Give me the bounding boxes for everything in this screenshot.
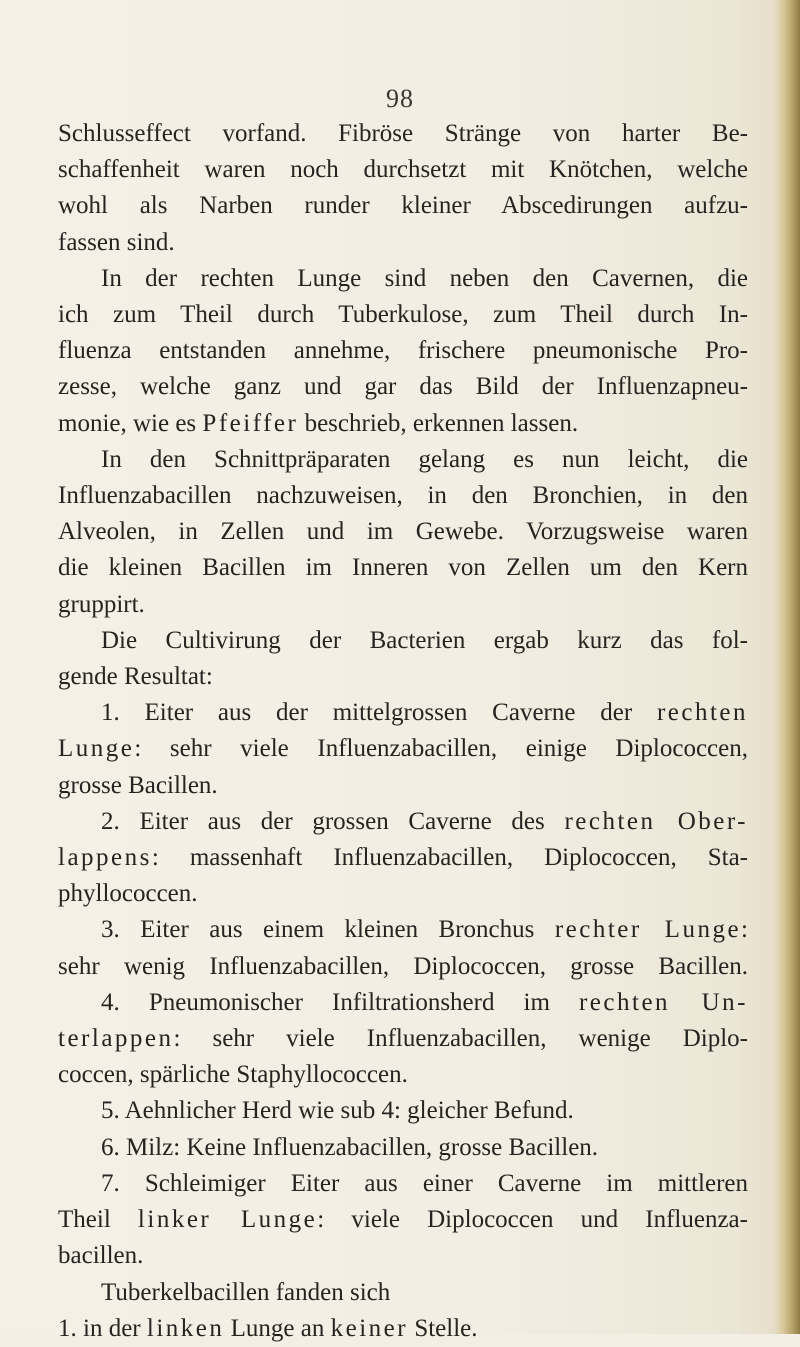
text-line [58,912,748,948]
text-segment: coccen, spärliche Staphyllococcen. [58,1061,408,1089]
text-segment: phyllococcen. [58,880,198,908]
spaced-emphasis-text: lappens [58,844,152,872]
text-line [58,225,748,261]
text-line [58,1166,748,1202]
text-segment: gruppirt. [58,590,145,618]
spaced-emphasis-text: keiner [330,1314,409,1342]
spaced-emphasis-text: rechter Lunge [554,916,742,944]
text-line [58,188,748,224]
text-segment: grosse Bacillen. [58,771,218,799]
spaced-emphasis-text: Pfeiffer [202,409,299,437]
text-segment: fluenza entstanden annehme, frischere pneumonische Pro- [58,337,748,365]
text-line [58,731,748,767]
text-segment: : sehr viele Influenzabacillen, wenige Diplo- [173,1025,748,1053]
text-segment: In der rechten Lunge sind neben den Cavernen, die [101,264,748,292]
text-segment: 1. Eiter aus der mittelgrossen Caverne der [101,699,657,727]
text-line [58,1238,748,1274]
text-segment: 4. Pneumonischer Infiltrationsherd im [101,988,579,1016]
text-line [58,1021,748,1057]
text-line [58,333,748,369]
text-segment: ich zum Theil durch Tuberkulose, zum Theil durch In- [58,301,748,329]
spaced-emphasis-text: Lunge [58,735,135,763]
text-line [58,1275,748,1311]
text-segment: 5. Aehnlicher Herd wie sub 4: gleicher Befund. [101,1097,574,1125]
text-line [58,587,748,623]
text-segment: die kleinen Bacillen im Inneren von Zellen um den Kern [58,554,748,582]
text-line [58,478,748,514]
text-line [58,369,748,405]
text-segment: Stelle. [408,1314,478,1342]
text-segment: 2. Eiter aus der grossen Caverne des [101,807,565,835]
text-segment: schaffenheit waren noch durchsetzt mit Knötchen, welche [58,156,748,184]
text-line [58,623,748,659]
spaced-emphasis-text: linken [146,1314,225,1342]
text-line [58,876,748,912]
text-segment: bacillen. [58,1242,144,1270]
text-line [58,1202,748,1238]
spaced-emphasis-text: rechten Un- [578,988,748,1016]
text-line [58,1057,748,1093]
text-segment: Tuberkelbacillen fanden sich [101,1278,391,1306]
text-line [58,261,748,297]
text-segment: Alveolen, in Zellen und im Gewebe. Vorzugsweise waren [58,518,748,546]
text-line [58,406,748,442]
text-segment: Influenzabacillen nachzuweisen, in den Bronchien, in den [58,482,748,510]
text-line [58,768,748,804]
text-segment: gende Resultat: [58,663,213,691]
text-line [58,442,748,478]
text-segment: 6. Milz: Keine Influenzabacillen, grosse Bacillen. [101,1133,599,1161]
text-segment: 3. Eiter aus einem kleinen Bronchus [101,916,555,944]
text-line [58,514,748,550]
text-segment: 7. Schleimiger Eiter aus einer Caverne im mittleren [101,1169,748,1197]
text-segment: beschrieb, erkennen lassen. [298,409,579,437]
body-text [58,116,748,1347]
spaced-emphasis-text: rechten [656,699,748,727]
text-segment: : sehr viele Influenzabacillen, einige Diplococcen, [134,735,748,763]
text-line [58,840,748,876]
text-line [58,152,748,188]
spaced-emphasis-text: linker Lunge [137,1206,318,1234]
text-line [58,1093,748,1129]
text-segment: : massenhaft Influenzabacillen, Diplococcen, Sta- [151,844,748,872]
text-segment: Lunge an [224,1314,331,1342]
text-line [58,550,748,586]
text-segment: monie, wie es [58,409,203,437]
text-segment: wohl als Narben runder kleiner Abscedirungen aufzu- [58,192,748,220]
text-line [58,297,748,333]
page-edge-shadow [774,0,800,1334]
text-segment: Theil [58,1206,138,1234]
text-line [58,804,748,840]
text-line [58,949,748,985]
page-number: 98 [386,84,414,113]
text-segment: Schlusseffect vorfand. Fibröse Stränge von harter Be- [58,120,748,147]
text-line [58,985,748,1021]
text-line [58,695,748,731]
spaced-emphasis-text: terlappen [58,1025,174,1053]
text-segment: fassen sind. [58,228,175,256]
text-segment: : [741,916,748,944]
text-line [58,1130,748,1166]
text-line [58,1311,748,1347]
text-line [58,116,748,152]
text-segment: 1. in der [58,1314,147,1342]
text-segment: : viele Diplococcen und Influenza- [317,1206,748,1234]
text-segment: sehr wenig Influenzabacillen, Diplococcen, grosse Bacillen. [58,952,748,980]
text-segment: Die Cultivirung der Bacterien ergab kurz das fol- [101,626,748,654]
text-line [58,659,748,695]
spaced-emphasis-text: rechten Ober- [564,807,748,835]
text-segment: In den Schnittpräparaten gelang es nun leicht, die [101,445,748,473]
text-segment: zesse, welche ganz und gar das Bild der Influenzapneu- [58,373,748,401]
